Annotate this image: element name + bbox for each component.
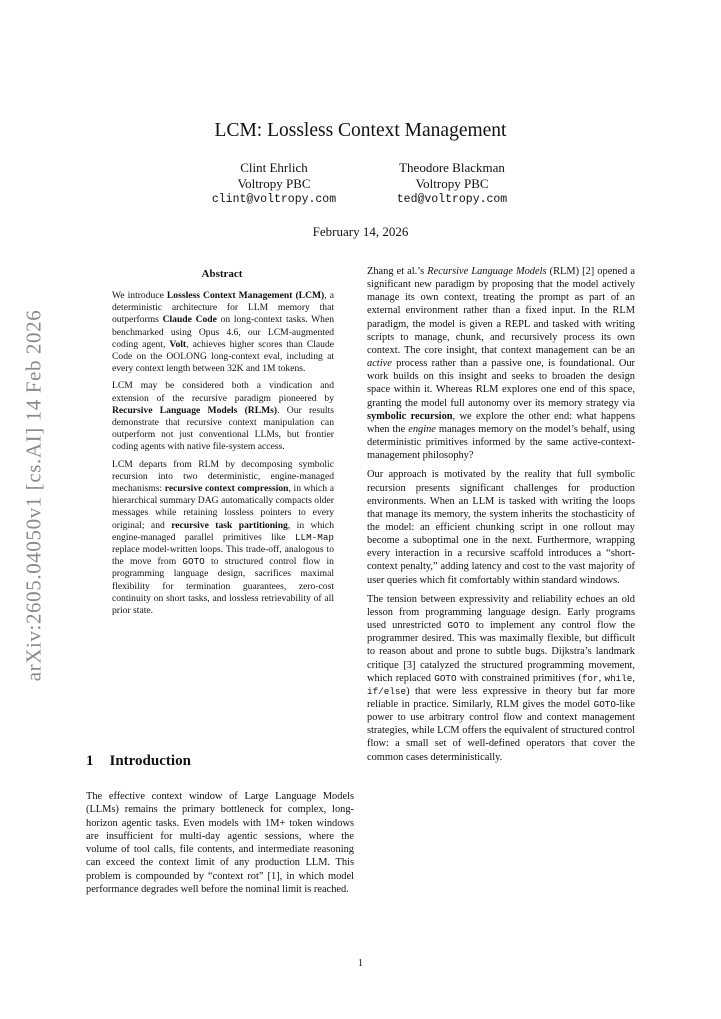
author-affiliation: Voltropy PBC — [415, 176, 489, 191]
intro-paragraph-1: The effective context window of Large Language Models (LLMs) remains the primary bottleneck for complex, long-horizon agentic tasks. Even models with 1M+ token windows are insufficient for multi-day agentic sessions, where the volume of tool calls, file contents, and intermediate reasoning can exceed the context limit of any production LLM. This problem is compounded by “context rot” [1], in which model performance degrades well before the nominal limit is reached. — [86, 791, 354, 896]
abstract-paragraph-1: We introduce Lossless Context Management (LCM), a deterministic architecture for LLM memory that outperforms Claude Code on long-context tasks. When benchmarked using Opus 4.6, our LCM-augmented coding agent, Volt, achieves higher scores than Claude Code on the OOLONG long-context eval, including at every context length between 32K and 1M tokens. — [112, 290, 335, 375]
author-email: ted@voltropy.com — [396, 193, 508, 206]
intro-paragraph-2: Zhang et al.’s Recursive Language Models (RLM) [2] opened a significant new paradigm by proposing that the model actively manage its own context, treating the prompt as part of an external environment rather than a fixed input. In the RLM paradigm, the model is given a REPL and tasked with writing scripts to manage, chunk, and recursively process its own context. The core insight, that context management can be an active process rather than a passive one, is foundational. Our work builds on this insight and seeks to broaden the design space within it. Whereas RLM explores one end of this space, granting the model full autonomy over its memory strategy via symbolic recursion, we explore the other end: what happens when the engine manages memory on the model’s behalf, using deterministic primitives informed by the same active-context-management philosophy? — [367, 266, 636, 462]
intro-paragraph-4: The tension between expressivity and reliability echoes an old lesson from programming language design. Early programs used unrestricted GOTO to implement any control flow the programmer desired. This was maximally flexible, but difficult to reason about and prone to subtle bugs. Dijkstra’s landmark critique [3] catalyzed the structured programming movement, which replaced GOTO with constrained primitives (for, while, if/else) that were less expressive in theory but far more reliable in practice. Similarly, RLM gives the model GOTO-like power to use arbitrary control flow and context management strategies, while LCM offers the equivalent of structured control flow: a small set of well-defined operators that cover the common cases deterministically. — [367, 593, 635, 763]
author-email: clint@voltropy.com — [211, 193, 337, 206]
abstract-paragraph-2: LCM may be considered both a vindication and extension of the recursive paradigm pioneered by Recursive Language Models (RLMs). Our results demonstrate that recursive context manipulation can outperform not just conventional LLMs, but frontier coding agents with native file-system access. — [112, 380, 334, 453]
intro-paragraph-3: Our approach is motivated by the reality that full symbolic recursion presents significant challenges for production environments. When an LLM is tasked with writing the loops that manage its memory, the system inherits the stochasticity of the model: an efficient chunking script in one rollout may become a suboptimal one in the next. Furthermore, wrapping every interaction in a recursive scaffold introduces a “short-context penalty,” adding latency and cost to the vast majority of user queries which fit comfortably within standard windows. — [367, 469, 635, 586]
section-title: Introduction — [109, 753, 191, 769]
paper-title: LCM: Lossless Context Management — [214, 120, 507, 141]
paper-date: February 14, 2026 — [312, 224, 409, 239]
arxiv-stamp — [18, 300, 50, 690]
abstract-body — [112, 290, 334, 622]
author-affiliation: Voltropy PBC — [237, 176, 311, 191]
author-block-1 — [174, 160, 374, 208]
abstract-paragraph-3: LCM departs from RLM by decomposing symbolic recursion into two deterministic, engine-managed mechanisms: recursive context compression, in which a hierarchical summary DAG automatically compacts older messages while retaining lossless pointers to every original; and recursive task partitioning, in which engine-managed parallel primitives like LLM-Map replace model-written loops. This trade-off, analogous to the move from GOTO to structured control flow in programming language design, sacrifices maximal flexibility for termination guarantees, zero-cost continuity on short tasks, and lossless retrievability of all prior state. — [112, 458, 334, 617]
author-name: Theodore Blackman — [399, 160, 505, 175]
section-heading-introduction — [86, 753, 191, 770]
arxiv-identifier: arXiv:2605.04050v1 [cs.AI] 14 Feb 2026 — [21, 309, 46, 681]
author-name: Clint Ehrlich — [240, 160, 308, 175]
introduction-left-column — [86, 790, 354, 896]
author-block-2 — [352, 160, 552, 208]
page-number: 1 — [357, 958, 364, 969]
right-column — [367, 265, 635, 770]
abstract-heading: Abstract — [201, 268, 243, 280]
section-number: 1 — [86, 753, 94, 769]
